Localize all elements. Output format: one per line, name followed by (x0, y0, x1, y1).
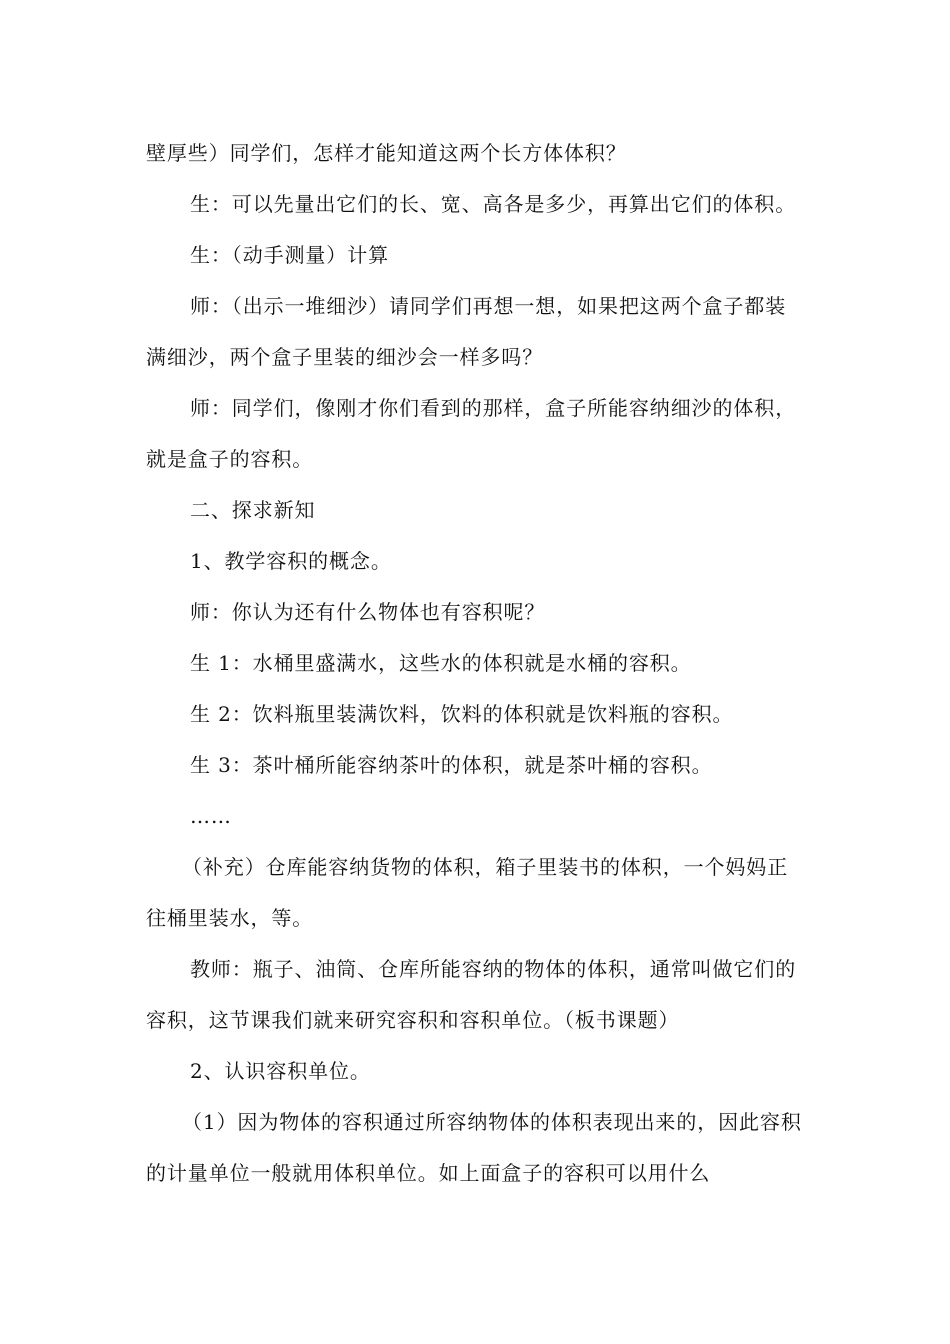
paragraph-14: 教师：瓶子、油筒、仓库所能容纳的物体的体积，通常叫做它们的容积，这节课我们就来研究容积和容积单位。（板书课题） (146, 957, 797, 1032)
paragraph-1: 壁厚些）同学们，怎样才能知道这两个长方体体积？ (146, 141, 627, 165)
paragraph-5: 师：同学们，像刚才你们看到的那样，盒子所能容纳细沙的体积，就是盒子的容积。 (146, 396, 797, 471)
document-body (146, 128, 806, 1199)
paragraph-8: 师：你认为还有什么物体也有容积呢？ (190, 600, 546, 624)
paragraph-9: 生 1：水桶里盛满水，这些水的体积就是水桶的容积。 (190, 651, 692, 675)
ellipsis-line: …… (190, 804, 232, 828)
paragraph-4: 师：（出示一堆细沙）请同学们再想一想，如果把这两个盒子都装满细沙，两个盒子里装的细沙会一样多吗？ (146, 294, 787, 369)
paragraph-10: 生 2：饮料瓶里装满饮料，饮料的体积就是饮料瓶的容积。 (190, 702, 734, 726)
paragraph-13: （补充）仓库能容纳货物的体积，箱子里装书的体积，一个妈妈正往桶里装水，等。 (146, 855, 789, 930)
paragraph-2: 生：可以先量出它们的长、宽、高各是多少，再算出它们的体积。 (190, 192, 797, 216)
subheading-capacity-concept: 1、教学容积的概念。 (190, 549, 392, 573)
paragraph-16: （1）因为物体的容积通过所容纳物体的体积表现出来的，因此容积的计量单位一般就用体积单位。如上面盒子的容积可以用什么 (146, 1110, 802, 1185)
section-heading-explore: 二、探求新知 (190, 498, 316, 522)
paragraph-11: 生 3：茶叶桶所能容纳茶叶的体积，就是茶叶桶的容积。 (190, 753, 713, 777)
paragraph-3: 生：（动手测量）计算 (190, 243, 389, 267)
subheading-capacity-units: 2、认识容积单位。 (190, 1059, 371, 1083)
